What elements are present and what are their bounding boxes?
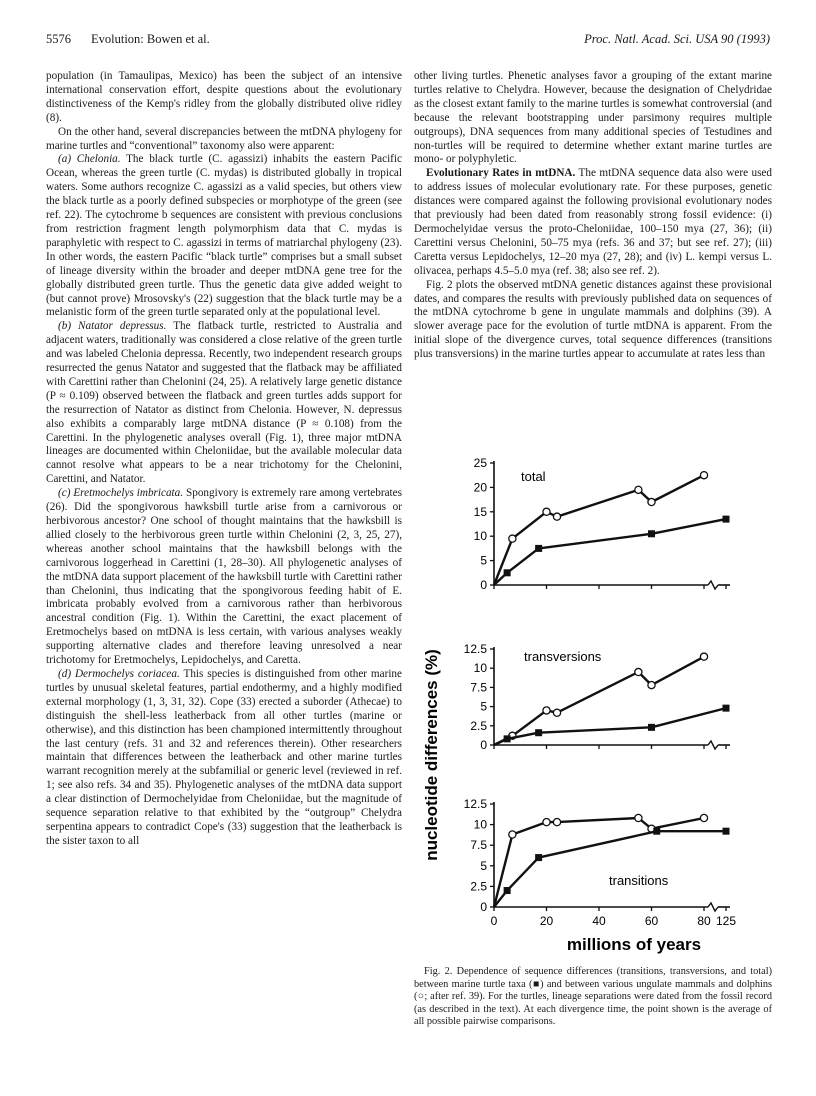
paragraph: Fig. 2 plots the observed mtDNA genetic distances against these provisional dates, and compares the results with previously published data on sequences of the mtDNA cytochrome b gene in ungulate mammals and dolphins (39). A slower average pace for the evolution of turtle mtDNA is apparent. From the initial slope of the divergence curves, total sequence differences (transitions plus transversions) in the marine turtles appear to accumulate at rates less than (414, 278, 772, 361)
y-tick-label: 0 (480, 578, 487, 592)
paragraph: population (in Tamaulipas, Mexico) has been the subject of an intensive international conservation effort, despite questions about the evolutionary distinctiveness of the Kemp's ridley from the globally distributed olive ridley (8). (46, 70, 402, 124)
section-title: Evolution: Bowen et al. (91, 32, 210, 46)
turtle-data-point (535, 854, 542, 861)
journal-citation: Proc. Natl. Acad. Sci. USA 90 (1993) (584, 32, 770, 46)
subsection-heading: (c) Eretmochelys imbricata. (58, 487, 184, 500)
figure-2 (414, 455, 772, 965)
mammal-data-point (700, 653, 707, 660)
panel-title: transversions (524, 649, 602, 664)
axis-break (708, 581, 718, 589)
paragraph: (b) Natator depressus. The flatback turtle, restricted to Australia and adjacent waters, traditionally was considered a close relative of the green turtle and was labeled Chelonia depressa. Recently, two independent research groups resurrected the genus Natator and suggested that the flatback may be affiliated with Carettini rather than Chelonini (24, 25). A relatively large genetic distance (P ≈ 0.109) observed between the flatback and green turtles adds support for the resurrection of Natator as distinct from Chelonia. However, N. depressus also exhibits a comparably large mtDNA distance (P ≈ 0.108) from the Carettini. In the phylogenetic analyses overall (Fig. 1), three major mtDNA lineages are documented within Cheloniidae, but the available molecular data cannot resolve what appears to be a near trichotomy for the Chelonini, Carettini, and Natator. (46, 320, 402, 486)
y-tick-label: 12.5 (463, 797, 487, 811)
mammal-data-point (509, 535, 516, 542)
turtle-data-point (648, 530, 655, 537)
mammal-data-point (700, 472, 707, 479)
x-tick-label: 80 (697, 914, 711, 928)
y-tick-label: 5 (480, 699, 487, 714)
paragraph: other living turtles. Phenetic analyses favor a grouping of the extant marine turtles relative to Chelydra. However, because the designation of Chelydridae as the closest extant family to the marine turtles is somewhat controversial (and because the relevant bootstrapping under parsimony requires multiple outgroups), DNA sequences from many additional species of Testudines and non-turtles will be required to determine whether extant marine turtles are mono- or polyphyletic. (414, 70, 772, 166)
left-column (46, 70, 402, 849)
y-tick-label: 5 (480, 858, 487, 873)
mammal-data-point (509, 831, 516, 838)
mammal-data-point (553, 819, 560, 826)
mammal-data-point (543, 508, 550, 515)
panel-title: transitions (609, 873, 669, 888)
right-column (414, 70, 772, 362)
mammal-data-point (635, 668, 642, 675)
x-tick-label: 125 (715, 914, 737, 928)
mammal-data-point (635, 814, 642, 821)
turtle-curve (494, 519, 726, 585)
subsection-heading: (b) Natator depressus. (58, 320, 167, 333)
paragraph: Evolutionary Rates in mtDNA. The mtDNA sequence data also were used to address issues of molecular evolutionary rate. For these purposes, genetic distances were compared against the following provisional evolutionary nodes that previously had been dated from reasonably strong fossil evidence: (i) Dermochelyidae versus the proto-Cheloniidae, 100–150 mya (27, 36); (ii) Carettini versus Chelonini, 50–75 mya (refs. 36 and 37; but see ref. 27); (iii) Caretta versus Lepidochelys, 12–20 mya (27, 28); and (iv) L. kempi versus L. olivacea, perhaps 4.5–5.0 mya (ref. 38; also see ref. 2). (414, 167, 772, 277)
y-tick-label: 15 (473, 504, 487, 519)
mammal-data-point (553, 513, 560, 520)
mammal-data-point (543, 707, 550, 714)
turtle-data-point (535, 729, 542, 736)
y-tick-label: 10 (473, 817, 487, 832)
turtle-data-point (504, 887, 511, 894)
x-tick-label: 60 (644, 914, 659, 928)
y-tick-label: 10 (473, 529, 487, 544)
y-tick-label: 10 (473, 661, 487, 676)
y-tick-label: 12.5 (463, 642, 487, 656)
running-header (46, 32, 770, 50)
mammal-data-point (543, 819, 550, 826)
y-tick-label: 20 (473, 480, 487, 495)
turtle-data-point (723, 705, 730, 712)
paragraph: On the other hand, several discrepancies between the mtDNA phylogeny for marine turtles and “conventional” taxonomy also were apparent: (46, 125, 402, 152)
section-heading: Evolutionary Rates in mtDNA. (426, 167, 576, 180)
y-tick-label: 0 (480, 900, 487, 914)
mammal-data-point (648, 681, 655, 688)
axis-break (708, 741, 718, 749)
y-tick-label: 5 (480, 553, 487, 568)
caption-label: Fig. 2. (424, 966, 453, 977)
turtle-data-point (535, 545, 542, 552)
turtle-data-point (653, 828, 660, 835)
y-tick-label: 7.5 (470, 680, 487, 695)
mammal-data-point (553, 709, 560, 716)
x-tick-label: 0 (490, 914, 498, 928)
paragraph: (a) Chelonia. The black turtle (C. agassizi) inhabits the eastern Pacific Ocean, whereas the green turtle (C. mydas) is distributed globally in tropical waters. Some authors recognize C. agassizi as a valid species, but others view the black turtle as a poorly defined subspecies or morphotype of the green (see ref. 22). The cytochrome b sequences are consistent with previous conclusions from restriction fragment length polymorphism data that C. mydas is paraphyletic with respect to C. agassizi in terms of matriarchal phylogeny (23). In other words, the eastern Pacific “black turtle” comprises but a small subset of lineage diversity within the broader and deeper mtDNA gene tree for the globally distributed green turtle. Thus the genetic data give added weight to (but cannot prove) Mrosovsky's (22) suggestion that the black turtle may be a melanistic form of the green turtle separated only at the populational level. (46, 153, 402, 319)
panel-title: total (521, 469, 546, 484)
y-tick-label: 25 (473, 456, 487, 470)
turtle-data-point (723, 828, 730, 835)
mammal-data-point (635, 486, 642, 493)
turtle-data-point (723, 516, 730, 523)
figure-2-chart (414, 455, 772, 965)
x-tick-label: 20 (539, 914, 554, 928)
mammal-curve (494, 657, 704, 745)
y-tick-label: 2.5 (470, 718, 487, 733)
turtle-curve (494, 708, 726, 745)
paragraph: (d) Dermochelys coriacea. This species is distinguished from other marine turtles by unusual skeletal features, partial endothermy, and a highly modified external morphology (1, 3, 31, 32). Cope (33) erected a suborder (Athecae) to distinguish the shell-less leatherback from all other turtles (marine or otherwise), and this distinction has been championed intermittently throughout the last century (refs. 31 and 32 and references therein). Other researchers maintain that differences between the leatherback and other marine turtles warrant recognition merely at the subfamilial or generic level (reviewed in ref. 1; see also refs. 34 and 35). Phylogenetic analyses of the mtDNA data support a clear distinction of Dermochelyidae from Cheloniidae, but the magnitude of sequence separation relative to that exhibited by the “outgroup” Chelydra serpentina appears to contradict Cope's (33) suggestion that the leatherback is the sister taxon to all (46, 667, 402, 847)
paragraph: (c) Eretmochelys imbricata. Spongivory is extremely rare among vertebrates (26). Did the spongivorous hawksbill turtle arise from a carnivorous or herbivorous ancestor? One school of thought maintains that the hawksbill is allied closely to the herbivorous green turtle within Chelonini (2, 3, 25, 27), whereas another school maintains that the hawksbill belongs with the carnivorous loggerhead in Carettini (1, 28–30). All phylogenetic analyses of the mtDNA data support placement of the hawksbill turtle with Carettini rather than Chelonini, thus indicating that the spongivorous feeding habit of E. imbricata probably evolved from a carnivorous rather than herbivorous ancestral condition (Fig. 1). Within the Carettini, the exact placement of Eretmochelys based on mtDNA is less certain, with various analyses weakly supporting alternative clades and therefore leaving unresolved a near trichotomy for Eretmochelys, Lepidochelys, and Caretta. (46, 487, 402, 667)
mammal-data-point (700, 814, 707, 821)
y-axis-label: nucleotide differences (%) (422, 649, 441, 861)
turtle-data-point (648, 724, 655, 731)
caption-text: Dependence of sequence differences (transitions, transversions, and total) between marine turtle taxa (■) and between various ungulate mammals and dolphins (○; after ref. 39). For the turtles, lineage separations were dated from the fossil record (as described in the text). At each divergence time, the point shown is the average of all possible pairwise comparisons. (414, 966, 773, 1028)
turtle-curve (494, 831, 726, 907)
subsection-heading: (a) Chelonia. (58, 153, 121, 166)
x-tick-label: 40 (592, 914, 606, 928)
turtle-data-point (504, 569, 511, 576)
y-tick-label: 7.5 (470, 838, 487, 853)
axis-break (708, 903, 718, 911)
figure-caption (414, 966, 772, 1029)
y-tick-label: 2.5 (470, 879, 487, 894)
page-number: 5576 (46, 32, 71, 46)
x-axis-label: millions of years (566, 935, 702, 954)
y-tick-label: 0 (480, 738, 487, 752)
mammal-data-point (648, 498, 655, 505)
turtle-data-point (504, 735, 511, 742)
subsection-heading: (d) Dermochelys coriacea. (58, 667, 180, 680)
